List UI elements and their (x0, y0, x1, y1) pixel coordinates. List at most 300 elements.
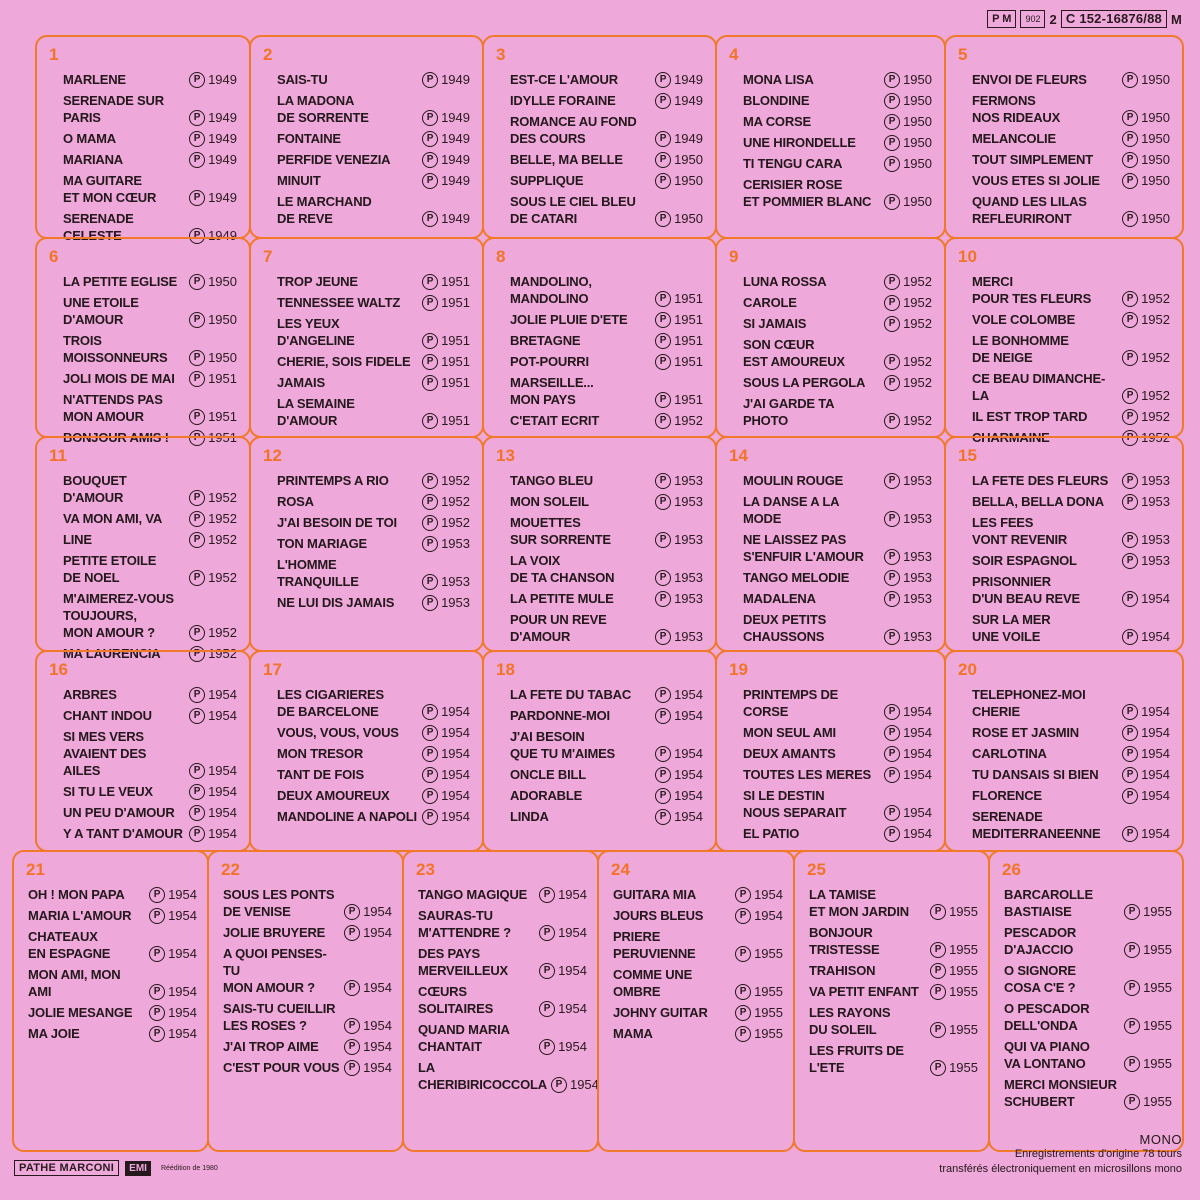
track-title: ROMANCE AU FOND DES COURS (510, 114, 637, 146)
year-text: 1954 (558, 963, 587, 978)
track-list (277, 71, 470, 231)
track-title: PRIERE PERUVIENNE (613, 929, 696, 961)
track-year (185, 804, 237, 821)
track-year (418, 745, 470, 762)
track-row (277, 315, 470, 349)
track-year (1118, 745, 1170, 762)
year-text: 1953 (674, 494, 703, 509)
phonogram-icon: P (1122, 350, 1138, 366)
track-list (63, 472, 237, 666)
track-year (1118, 493, 1170, 510)
year-text: 1953 (903, 629, 932, 644)
phonogram-icon: P (884, 114, 900, 130)
year-text: 1955 (1143, 1018, 1172, 1033)
track-title: N'ATTENDS PAS MON AMOUR (63, 392, 163, 424)
side-panel (597, 850, 795, 1152)
track-title: ADORABLE (510, 788, 583, 803)
track-title: JOURS BLEUS (613, 908, 704, 923)
track-year (1118, 408, 1170, 425)
track-row (613, 1025, 783, 1042)
phonogram-icon: P (189, 430, 205, 446)
track-list (1004, 886, 1172, 1114)
phonogram-icon: P (930, 1060, 946, 1076)
track-year (185, 109, 237, 126)
track-title: MARIA L'AMOUR (28, 908, 132, 923)
side-number: 23 (416, 860, 435, 879)
track-list (972, 71, 1170, 231)
track-year (418, 151, 470, 168)
track-title: NE LAISSEZ PAS S'ENFUIR L'AMOUR (743, 532, 864, 564)
year-text: 1954 (558, 925, 587, 940)
track-row (1004, 1000, 1172, 1034)
track-year (651, 391, 703, 408)
track-row (277, 594, 470, 611)
track-title: POT-POURRI (510, 354, 589, 369)
track-year (880, 745, 932, 762)
phonogram-icon: P (884, 511, 900, 527)
track-row (277, 172, 470, 189)
track-year (418, 535, 470, 552)
track-year (651, 332, 703, 349)
track-row (418, 886, 587, 903)
year-text: 1951 (441, 295, 470, 310)
track-row (63, 783, 237, 800)
year-text: 1952 (441, 473, 470, 488)
track-title: JOLI MOIS DE MAI (63, 371, 175, 386)
year-text: 1950 (903, 114, 932, 129)
track-title: DEUX PETITS CHAUSSONS (743, 612, 827, 644)
track-year (535, 1038, 587, 1055)
track-title: SERENADE MEDITERRANEENNE (972, 809, 1101, 841)
track-year (880, 92, 932, 109)
track-row (613, 966, 783, 1000)
side-panel (402, 850, 599, 1152)
phonogram-icon: P (655, 788, 671, 804)
track-title: SAURAS-TU M'ATTENDRE ? (418, 908, 511, 940)
year-text: 1954 (754, 887, 783, 902)
track-title: EST-CE L'AMOUR (510, 72, 618, 87)
phonogram-icon: P (655, 532, 671, 548)
year-text: 1954 (208, 826, 237, 841)
year-text: 1954 (208, 708, 237, 723)
track-year (880, 273, 932, 290)
phonogram-icon: P (189, 511, 205, 527)
phonogram-icon: P (539, 963, 555, 979)
phonogram-icon: P (422, 494, 438, 510)
phonogram-icon: P (735, 1026, 751, 1042)
track-title: ARBRES (63, 687, 117, 702)
year-text: 1950 (1141, 131, 1170, 146)
side-number: 1 (49, 45, 59, 64)
phonogram-icon: P (1122, 532, 1138, 548)
track-row (418, 1059, 599, 1093)
track-title: TOUT SIMPLEMENT (972, 152, 1093, 167)
track-year (185, 783, 237, 800)
year-text: 1950 (903, 135, 932, 150)
year-text: 1955 (949, 904, 978, 919)
phonogram-icon: P (189, 110, 205, 126)
track-title: CHANT INDOU (63, 708, 152, 723)
side-number: 21 (26, 860, 45, 879)
track-row (613, 928, 783, 962)
track-row (809, 983, 978, 1000)
side-number: 13 (496, 446, 515, 465)
track-row (743, 472, 932, 489)
track-year (651, 628, 703, 645)
track-year (880, 294, 932, 311)
track-row (510, 374, 703, 408)
track-year (880, 412, 932, 429)
track-title: J'AI GARDE TA PHOTO (743, 396, 834, 428)
track-year (926, 1021, 978, 1038)
side-panel (482, 237, 717, 438)
phonogram-icon: P (149, 887, 165, 903)
track-row (223, 924, 392, 941)
side-panel (207, 850, 404, 1152)
track-title: LA TAMISE ET MON JARDIN (809, 887, 909, 919)
phonogram-icon: P (422, 473, 438, 489)
phonogram-icon: P (189, 371, 205, 387)
track-year (731, 886, 783, 903)
phonogram-icon: P (930, 942, 946, 958)
year-text: 1954 (903, 805, 932, 820)
phonogram-icon: P (655, 708, 671, 724)
track-title: POUR UN REVE D'AMOUR (510, 612, 607, 644)
side-panel (482, 650, 717, 852)
track-list (277, 686, 470, 829)
track-title: PRISONNIER D'UN BEAU REVE (972, 574, 1080, 606)
track-row (277, 374, 470, 391)
year-text: 1949 (441, 72, 470, 87)
year-text: 1949 (441, 211, 470, 226)
year-text: 1955 (1143, 904, 1172, 919)
track-row (510, 151, 703, 168)
track-year (1118, 531, 1170, 548)
phonogram-icon: P (189, 805, 205, 821)
track-title: TELEPHONEZ-MOI CHERIE (972, 687, 1086, 719)
year-text: 1954 (168, 984, 197, 999)
track-row (63, 707, 237, 724)
track-year (418, 332, 470, 349)
phonogram-icon: P (655, 131, 671, 147)
track-title: ONCLE BILL (510, 767, 586, 782)
track-year (926, 941, 978, 958)
phonogram-icon: P (344, 925, 360, 941)
phonogram-icon: P (884, 826, 900, 842)
track-year (418, 594, 470, 611)
track-title: SERENADE CELESTE (63, 211, 134, 243)
track-row (743, 590, 932, 607)
year-text: 1954 (1141, 591, 1170, 606)
track-list (510, 472, 703, 649)
track-row (972, 311, 1170, 328)
track-year (731, 945, 783, 962)
track-year (1118, 311, 1170, 328)
track-title: OH ! MON PAPA (28, 887, 125, 902)
year-text: 1952 (903, 375, 932, 390)
track-title: Y A TANT D'AMOUR (63, 826, 183, 841)
phonogram-icon: P (1124, 1018, 1140, 1034)
phonogram-icon: P (1122, 473, 1138, 489)
track-row (63, 294, 237, 328)
track-year (880, 703, 932, 720)
track-year (340, 979, 392, 996)
track-year (185, 151, 237, 168)
year-text: 1952 (208, 625, 237, 640)
track-title: LA SEMAINE D'AMOUR (277, 396, 355, 428)
track-year (1118, 130, 1170, 147)
track-year (731, 983, 783, 1000)
track-title: UNE HIRONDELLE (743, 135, 856, 150)
track-title: MOUETTES SUR SORRENTE (510, 515, 611, 547)
track-title: JOHNY GUITAR (613, 1005, 708, 1020)
year-text: 1952 (903, 413, 932, 428)
side-number: 3 (496, 45, 506, 64)
track-row (63, 472, 237, 506)
year-text: 1954 (674, 767, 703, 782)
track-year (145, 886, 197, 903)
phonogram-icon: P (344, 980, 360, 996)
track-row (972, 766, 1170, 783)
year-text: 1951 (674, 354, 703, 369)
side-panel (482, 436, 717, 652)
track-year (651, 290, 703, 307)
phonogram-icon: P (1124, 980, 1140, 996)
side-number: 10 (958, 247, 977, 266)
track-title: QUAND MARIA CHANTAIT (418, 1022, 510, 1054)
year-text: 1952 (1141, 291, 1170, 306)
phonogram-icon: P (1122, 211, 1138, 227)
track-row (510, 590, 703, 607)
track-row (809, 962, 978, 979)
track-year (1118, 349, 1170, 366)
year-text: 1954 (363, 1018, 392, 1033)
phonogram-icon: P (422, 515, 438, 531)
track-row (63, 590, 237, 641)
track-row (510, 353, 703, 370)
year-text: 1953 (1141, 473, 1170, 488)
track-year (880, 569, 932, 586)
phonogram-icon: P (422, 595, 438, 611)
year-text: 1949 (208, 131, 237, 146)
track-row (972, 611, 1170, 645)
track-year (880, 825, 932, 842)
phonogram-icon: P (1124, 942, 1140, 958)
track-year (185, 531, 237, 548)
track-year (535, 1000, 587, 1017)
phonogram-icon: P (189, 228, 205, 244)
track-year (185, 273, 237, 290)
track-title: FERMONS NOS RIDEAUX (972, 93, 1061, 125)
track-title: COMME UNE OMBRE (613, 967, 693, 999)
year-text: 1953 (903, 549, 932, 564)
track-row (743, 531, 932, 565)
track-year (651, 787, 703, 804)
phonogram-icon: P (422, 152, 438, 168)
track-title: MARSEILLE... MON PAYS (510, 375, 594, 407)
track-year (1118, 387, 1170, 404)
phonogram-icon: P (422, 274, 438, 290)
phonogram-icon: P (655, 152, 671, 168)
phonogram-icon: P (735, 1005, 751, 1021)
phonogram-icon: P (884, 316, 900, 332)
phonogram-icon: P (422, 746, 438, 762)
year-text: 1949 (441, 131, 470, 146)
phonogram-icon: P (1122, 430, 1138, 446)
track-row (743, 787, 932, 821)
track-row (63, 804, 237, 821)
year-text: 1954 (168, 908, 197, 923)
year-text: 1954 (1141, 629, 1170, 644)
track-row (510, 311, 703, 328)
track-year (340, 903, 392, 920)
track-title: LA CHERIBIRICOCCOLA (418, 1060, 547, 1092)
track-title: QUI VA PIANO VA LONTANO (1004, 1039, 1090, 1071)
track-year (880, 113, 932, 130)
phonogram-icon: P (422, 295, 438, 311)
phonogram-icon: P (930, 1022, 946, 1038)
track-year (418, 294, 470, 311)
phonogram-icon: P (1122, 788, 1138, 804)
year-text: 1949 (208, 228, 237, 243)
track-title: MA JOIE (28, 1026, 80, 1041)
phonogram-icon: P (422, 333, 438, 349)
track-title: DEUX AMANTS (743, 746, 836, 761)
track-year (185, 624, 237, 641)
track-title: SUPPLIQUE (510, 173, 584, 188)
track-row (418, 983, 587, 1017)
phonogram-icon: P (344, 904, 360, 920)
track-year (185, 569, 237, 586)
track-year (340, 924, 392, 941)
track-row (972, 493, 1170, 510)
track-row (743, 493, 932, 527)
track-year (1118, 71, 1170, 88)
phonogram-icon: P (149, 1026, 165, 1042)
year-text: 1953 (903, 473, 932, 488)
track-list (743, 71, 932, 214)
year-text: 1953 (674, 532, 703, 547)
track-row (1004, 886, 1172, 920)
track-year (880, 766, 932, 783)
track-year (185, 349, 237, 366)
track-title: TANT DE FOIS (277, 767, 364, 782)
track-row (277, 130, 470, 147)
track-title: LA PETITE MULE (510, 591, 614, 606)
track-year (651, 472, 703, 489)
track-row (972, 151, 1170, 168)
track-year (418, 71, 470, 88)
track-year (145, 945, 197, 962)
track-row (613, 907, 783, 924)
track-list (972, 273, 1170, 450)
track-row (510, 514, 703, 548)
year-text: 1950 (903, 72, 932, 87)
track-row (510, 611, 703, 645)
phonogram-icon: P (422, 767, 438, 783)
year-text: 1954 (754, 908, 783, 923)
year-text: 1954 (1141, 788, 1170, 803)
track-title: BONJOUR AMIS ! (63, 430, 169, 445)
year-text: 1954 (363, 1060, 392, 1075)
phonogram-icon: P (189, 190, 205, 206)
track-year (1118, 825, 1170, 842)
year-text: 1951 (441, 413, 470, 428)
track-row (277, 724, 470, 741)
phonogram-icon: P (884, 413, 900, 429)
phonogram-icon: P (189, 570, 205, 586)
side-panel (944, 237, 1184, 445)
track-title: CAROLE (743, 295, 797, 310)
phonogram-icon: P (655, 173, 671, 189)
side-number: 19 (729, 660, 748, 679)
phonogram-icon: P (884, 135, 900, 151)
phonogram-icon: P (655, 494, 671, 510)
track-row (972, 92, 1170, 126)
year-text: 1952 (208, 511, 237, 526)
phonogram-icon: P (344, 1060, 360, 1076)
track-row (277, 556, 470, 590)
track-title: BLONDINE (743, 93, 810, 108)
side-panel (35, 436, 251, 661)
track-row (63, 531, 237, 548)
year-text: 1954 (1141, 767, 1170, 782)
track-row (63, 370, 237, 387)
recording-note (939, 1132, 1182, 1177)
side-panel (35, 237, 251, 445)
year-text: 1951 (674, 312, 703, 327)
track-year (1120, 1093, 1172, 1110)
track-row (28, 886, 197, 903)
track-title: VOLE COLOMBE (972, 312, 1076, 327)
track-year (1118, 109, 1170, 126)
track-row (613, 886, 783, 903)
track-row (28, 1025, 197, 1042)
year-text: 1949 (441, 173, 470, 188)
side-number: 11 (49, 446, 67, 465)
side-panel (793, 850, 990, 1152)
track-year (1120, 941, 1172, 958)
track-title: SOUS LE CIEL BLEU DE CATARI (510, 194, 636, 226)
year-text: 1954 (441, 704, 470, 719)
track-row (1004, 962, 1172, 996)
track-year (1118, 628, 1170, 645)
track-title: SOUS LA PERGOLA (743, 375, 866, 390)
track-title: NE LUI DIS JAMAIS (277, 595, 395, 610)
track-title: LA FETE DES FLEURS (972, 473, 1109, 488)
phonogram-icon: P (189, 532, 205, 548)
track-row (63, 552, 237, 586)
track-year (880, 193, 932, 210)
track-title: PETITE ETOILE DE NOEL (63, 553, 157, 585)
year-text: 1954 (903, 725, 932, 740)
track-list (63, 71, 237, 248)
track-row (418, 907, 587, 941)
track-row (63, 728, 237, 779)
phonogram-icon: P (1122, 173, 1138, 189)
phonogram-icon: P (655, 687, 671, 703)
track-title: SUR LA MER UNE VOILE (972, 612, 1051, 644)
track-title: SOIR ESPAGNOL (972, 553, 1077, 568)
year-text: 1952 (208, 490, 237, 505)
track-title: TON MARIAGE (277, 536, 368, 551)
track-year (1118, 590, 1170, 607)
year-text: 1954 (168, 1005, 197, 1020)
year-text: 1954 (569, 1077, 599, 1092)
track-row (972, 573, 1170, 607)
track-title: O PESCADOR DELL'ONDA (1004, 1001, 1090, 1033)
track-title: IL EST TROP TARD (972, 409, 1088, 424)
